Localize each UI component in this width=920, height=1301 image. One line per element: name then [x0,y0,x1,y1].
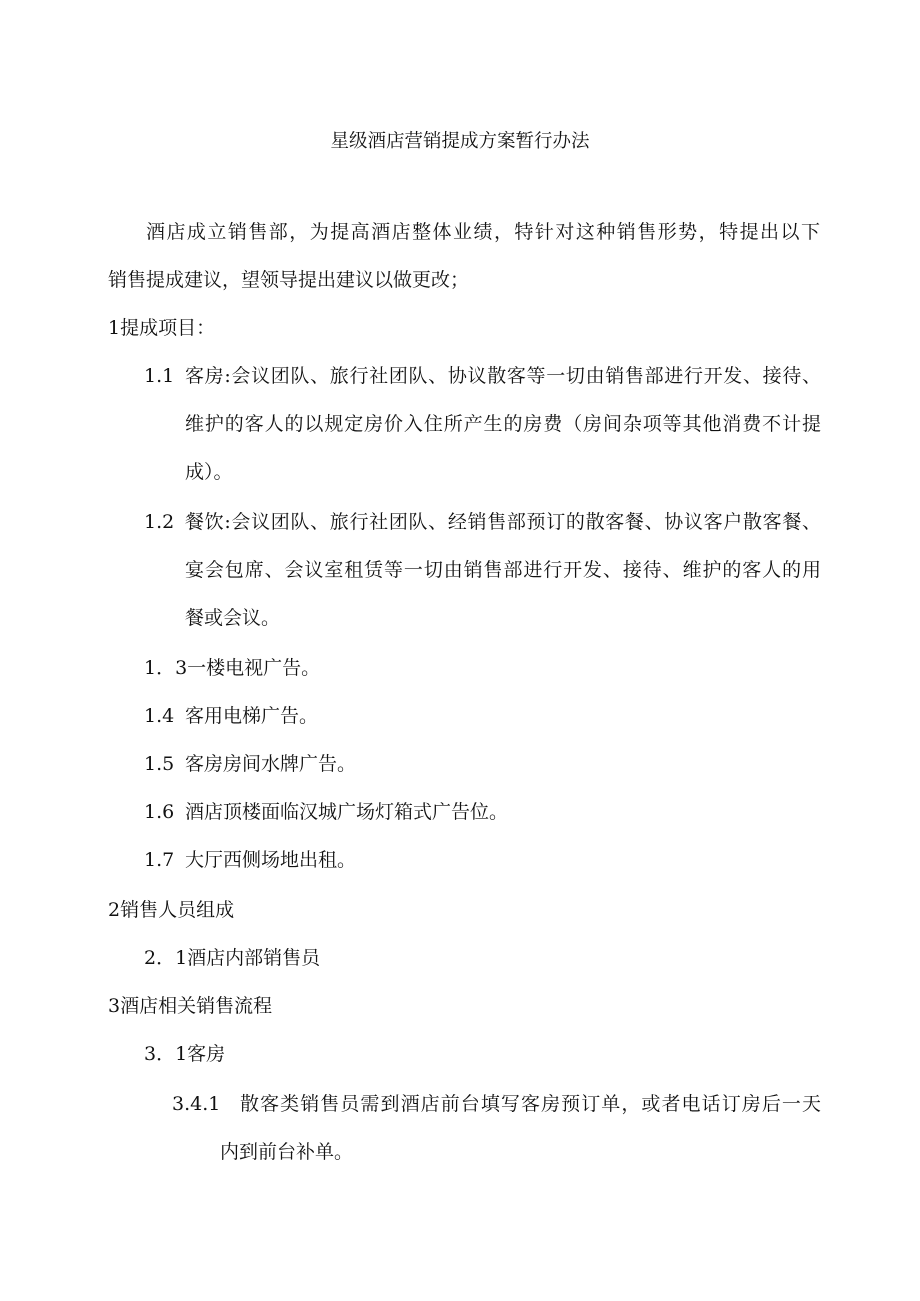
item-1-5-text: 客房房间水牌广告。 [185,753,357,775]
item-3-4-1-line-1: 散客类销售员需到酒店前台填写客房预订单，或者电话订房后一天 [240,1093,821,1115]
item-1-6-text: 酒店顶楼面临汉城广场灯箱式广告位。 [185,801,509,823]
item-1-2-line-2: 宴会包席、会议室租赁等一切由销售部进行开发、接待、维护的客人的用 [185,559,821,581]
document-title: 星级酒店营销提成方案暂行办法 [330,131,590,152]
item-1-2-line-3: 餐或会议。 [185,607,281,629]
item-1-1-number: 1.1 [144,365,175,387]
intro-line-1: 酒店成立销售部，为提高酒店整体业绩，特针对这种销售形势，特提出以下 [146,221,820,243]
item-1-7-text: 大厅西侧场地出租。 [185,849,357,871]
item-1-7-number: 1.7 [144,849,175,871]
item-1-6-number: 1.6 [144,801,175,823]
item-1-2-line-1: 餐饮:会议团队、旅行社团队、经销售部预订的散客餐、协议客户散客餐、 [185,511,821,533]
item-3-1: 3．1客房 [144,1043,226,1065]
item-1-1-line-3: 成）。 [185,461,233,483]
item-3-4-1-number: 3.4.1 [172,1093,221,1115]
item-1-5-number: 1.5 [144,753,175,775]
item-1-2-number: 1.2 [144,511,175,533]
item-1-3: 1．3一楼电视广告。 [144,657,321,679]
intro-line-2: 销售提成建议，望领导提出建议以做更改； [108,269,470,291]
section-1-heading: 1提成项目： [108,317,216,339]
section-3-heading: 3酒店相关销售流程 [108,995,273,1017]
item-2-1: 2．1酒店内部销售员 [144,947,321,969]
item-1-1-line-2: 维护的客人的以规定房价入住所产生的房费（房间杂项等其他消费不计提 [185,413,821,435]
item-1-4-number: 1.4 [144,705,175,727]
item-3-4-1-line-2: 内到前台补单。 [220,1141,354,1163]
item-1-1-line-1: 客房:会议团队、旅行社团队、协议散客等一切由销售部进行开发、接待、 [185,365,821,387]
section-2-heading: 2销售人员组成 [108,899,235,921]
item-1-4-text: 客用电梯广告。 [185,705,319,727]
